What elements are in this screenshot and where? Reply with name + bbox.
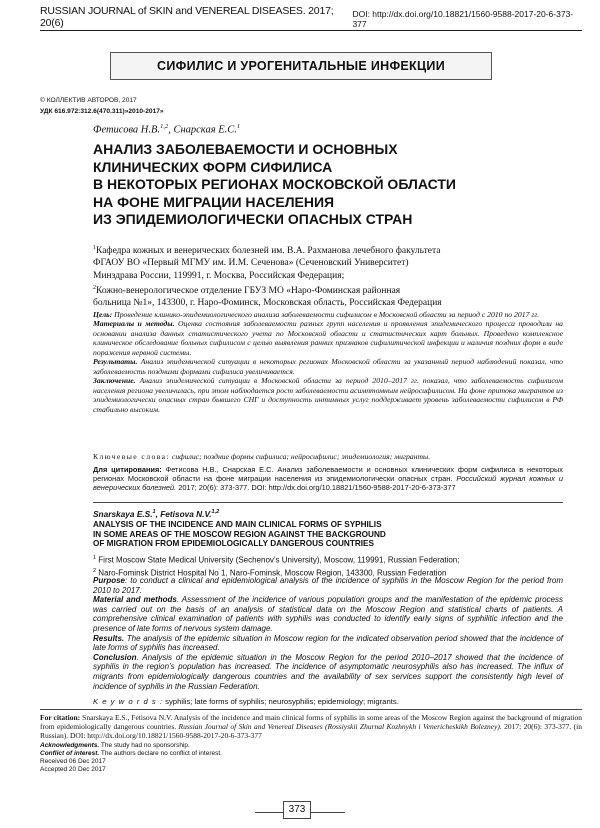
running-header (40, 5, 582, 29)
ru-title-line: НА ФОНЕ МИГРАЦИИ НАСЕЛЕНИЯ (93, 193, 335, 210)
en-authors (93, 509, 219, 519)
header-doi: DOI: http://dx.doi.org/10.18821/1560-9588-2017-20-6-373-377 (352, 9, 574, 29)
ru-citation-text: Фетисова Н.В., Снарская Е.С. Анализ заболеваемости и основных клинических форм сифилиса в некоторых регионах Московской области на фоне миграции населения из эпидемиологически опасных стран. (93, 465, 563, 483)
en-abstract (93, 576, 563, 691)
ru-title-line: АНАЛИЗ ЗАБОЛЕВАЕМОСТИ И ОСНОВНЫХ (93, 141, 398, 157)
en-author-2: Fetisova N.V. (160, 509, 212, 519)
udk-code: УДК 616.972:312.6(470.311)»2010-2017» (40, 108, 164, 115)
en-title-line: OF MIGRATION FROM EPIDEMIOLOGICALLY DANGEROUS COUNTRIES (93, 539, 374, 549)
en-citation-journal: Russian Journal of Skin and Venereal Diseases (Rossiyskii Zhurnal Kozhnykh i Venericheskikh Bolezney). (178, 721, 502, 731)
coi-label: Conflict of interest. (40, 750, 100, 757)
en-affil-line: $^1$ First Moscow State Medical University (Sechenov’s University), Moscow, 119991, Russian Federation; (93, 555, 460, 565)
ack-label: Acknowledgments. (40, 742, 100, 749)
journal-name: RUSSIAN JOURNAL of SKIN and VENEREAL DISEASES. 2017; 20(6) (40, 5, 334, 29)
en-keywords (93, 697, 399, 706)
en-citation-text: Snarskaya E.S., Fetisova N.V. Analysis of the incidence and main clinical forms of syphilis in some areas of the Moscow Region against the background of migration from epidemiologically dangerous countries. (40, 713, 583, 731)
en-purpose: : to conduct a clinical and epidemiological analysis of the incidence of syphilis in the Moscow Region for the period from 2010 to 2017. (93, 576, 563, 595)
en-author-1: Snarskaya E.S. (93, 509, 153, 519)
ru-keywords-label: Ключевые слова: (93, 452, 170, 461)
en-purpose-label: Purpose (93, 576, 126, 585)
en-results-label: Results. (93, 633, 125, 643)
ru-title-line: ИЗ ЭПИДЕМИОЛОГИЧЕСКИ ОПАСНЫХ СТРАН (93, 211, 413, 227)
en-title-line: IN SOME AREAS OF THE MOSCOW REGION AGAINST THE BACKGROUND (93, 529, 386, 539)
ru-affil-line: ФГАОУ ВО «Первый МГМУ им. И.М. Сеченова» (Сеченовский Университет) (93, 258, 409, 269)
en-title-line: ANALYSIS OF THE INCIDENCE AND MAIN CLINICAL FORMS OF SYPHILIS (93, 520, 382, 529)
ru-article-title (93, 141, 513, 229)
ru-results: Анализ эпидемической ситуации в некоторых регионах Московской области за указанный период наблюдений показал, что заболеваемость поздними формами сифилиса увеличивается. (93, 357, 563, 376)
en-citation-label: For citation: (40, 713, 81, 722)
ru-conclusion-label: Заключение. (93, 376, 136, 386)
received-date: Received 06 Dec 2017 (40, 758, 106, 765)
ru-citation-journal: Российский журнал кожных и венерических болезней. (93, 473, 563, 492)
ru-affil-line: $^2$Кожно-венерологическое отделение ГБУЗ МО «Наро-Фоминская районная (93, 284, 401, 296)
divider (40, 709, 582, 710)
en-citation (40, 714, 582, 741)
ru-authors (93, 123, 240, 136)
en-article-title (93, 520, 533, 549)
coi-text: The authors declare no conflict of interest. (99, 750, 222, 757)
section-title: СИФИЛИС И УРОГЕНИТАЛЬНЫЕ ИНФЕКЦИИ (110, 52, 492, 80)
ru-title-line: В НЕКОТОРЫХ РЕГИОНАХ МОСКОВСКОЙ ОБЛАСТИ (93, 176, 456, 192)
ru-affil-line: больница №1», 143300, г. Наро-Фоминск, Московская область, Российская Федерация (93, 298, 442, 309)
en-methods: . Assessment of the incidence of various population groups and the manifestation of the epidemic process was carried out on the basis of an analysis of statistical data on the Moscow Region and statistical charts of patients. A comprehensive clinical examination of patients with syphilis was conducted to identify early signs of syphilitic infection and the presence of late forms of nervous system damage. (93, 595, 563, 633)
ru-keywords-text: сифилис; поздние формы сифилиса; нейросифилис; эпидемиология; мигранты. (170, 452, 431, 461)
ru-author-2-sup: 1 (236, 123, 241, 130)
en-results: The analysis of the epidemic situation in Moscow region for the indicated observation period showed that the incidence of late forms of syphilis has increased. (93, 633, 563, 653)
ru-purpose: Проведение клинико-эпидемиологического анализа заболеваемости сифилисом в Московской области за период с 2010 по 2017 гг. (112, 310, 540, 319)
ru-citation-rest: 2017; 20(6): 373-377. DOI: http://dx.doi.org/10.18821/1560-9588-2017-20-6-373-377 (176, 482, 456, 492)
ack-text: The study had no sponsorship. (99, 742, 190, 749)
ru-methods-label: Материалы и методы. (93, 319, 175, 329)
ru-results-label: Результаты. (93, 357, 138, 367)
en-keywords-text: syphilis; late forms of syphilis; neurosyphilis; epidemiology; migrants. (162, 697, 399, 706)
ru-methods: Оценка состояния заболеваемости разных групп населения и проявления эпидемического процесса проводили на основании анализа данных статистического учета по Московской области и статистических карт больных. Проведено комплексное клиническое обследование больных сифилисом с целью выявления ранних признаков сифилитической инфекции и наличия поздних форм в виде поражения нервной системы. (93, 319, 563, 357)
en-author-2-sup: 1,2 (211, 509, 220, 516)
divider (93, 502, 563, 503)
ru-author-sep: , (168, 124, 174, 136)
en-keywords-label: K e y w o r d s : (93, 697, 163, 706)
ru-purpose-label: Цель: (93, 310, 113, 319)
en-affil-line: $^2$ Naro-Fominsk District Hospital No 1, Naro-Fominsk, Moscow Region, 143300, Russian Federation (93, 567, 447, 578)
ru-author-1-sup: 1,2 (160, 123, 169, 130)
en-conclusion-label: Conclusion (93, 652, 137, 662)
en-author-sep: , (155, 509, 161, 519)
ru-affil-line: $^1$Кафедра кожных и венерических болезней им. В.А. Рахманова лечебного факультета (93, 245, 441, 257)
ru-abstract (93, 310, 563, 414)
ru-author-1: Фетисова Н.В. (93, 124, 161, 136)
ru-citation (93, 466, 563, 493)
article-notes (40, 742, 222, 774)
en-citation-rest: 2017; 20(6): 373-377. (in Russian). DOI: http://dx.doi.org/10.18821/1560-9588-2017-20-6-373-377 (40, 721, 582, 740)
ru-author-2: Снарская Е.С. (173, 124, 237, 136)
ru-citation-label: Для цитирования: (93, 465, 162, 474)
ru-keywords (93, 452, 563, 461)
ru-conclusion: Анализ эпидемической ситуации в Московской области за период 2010–2017 гг. показал, что заболеваемость сифилисом населения региона увеличилась, при этом наблюдается рост заболеваемости асимптомным нейросифилисом. На фоне притока мигрантов из эпидемиологически опасных стран бывшего СНГ и доступность интимных услуг поддерживает уровень заболеваемости сифилисом в РФ стабильно высоким. (93, 376, 563, 414)
page-number: 373 (283, 801, 311, 819)
ru-title-line: КЛИНИЧЕСКИХ ФОРМ СИФИЛИСА (93, 158, 333, 175)
ru-affiliations (93, 242, 563, 309)
en-author-1-sup: 1 (152, 509, 156, 516)
ru-affil-line: Минздрава России, 119991, г. Москва, Российская Федерация; (93, 270, 345, 281)
header-rule (40, 30, 582, 31)
accepted-date: Accepted 20 Dec 2017 (40, 766, 106, 773)
copyright: © КОЛЛЕКТИВ АВТОРОВ, 2017 (40, 97, 137, 104)
en-methods-label: Material and methods (93, 595, 177, 605)
en-conclusion: . Analysis of the epidemic situation in the Moscow Region for the period 2010–2017 showed that the incidence of syphilis in the region’s population has increased. The incidence of asymptomatic neurosyphilis also has increased. The influx of migrants from epidemiologically dangerous countries and the availability of sex services support the consistently high level of incidence of syphilis in the Russian Federation. (93, 652, 563, 691)
